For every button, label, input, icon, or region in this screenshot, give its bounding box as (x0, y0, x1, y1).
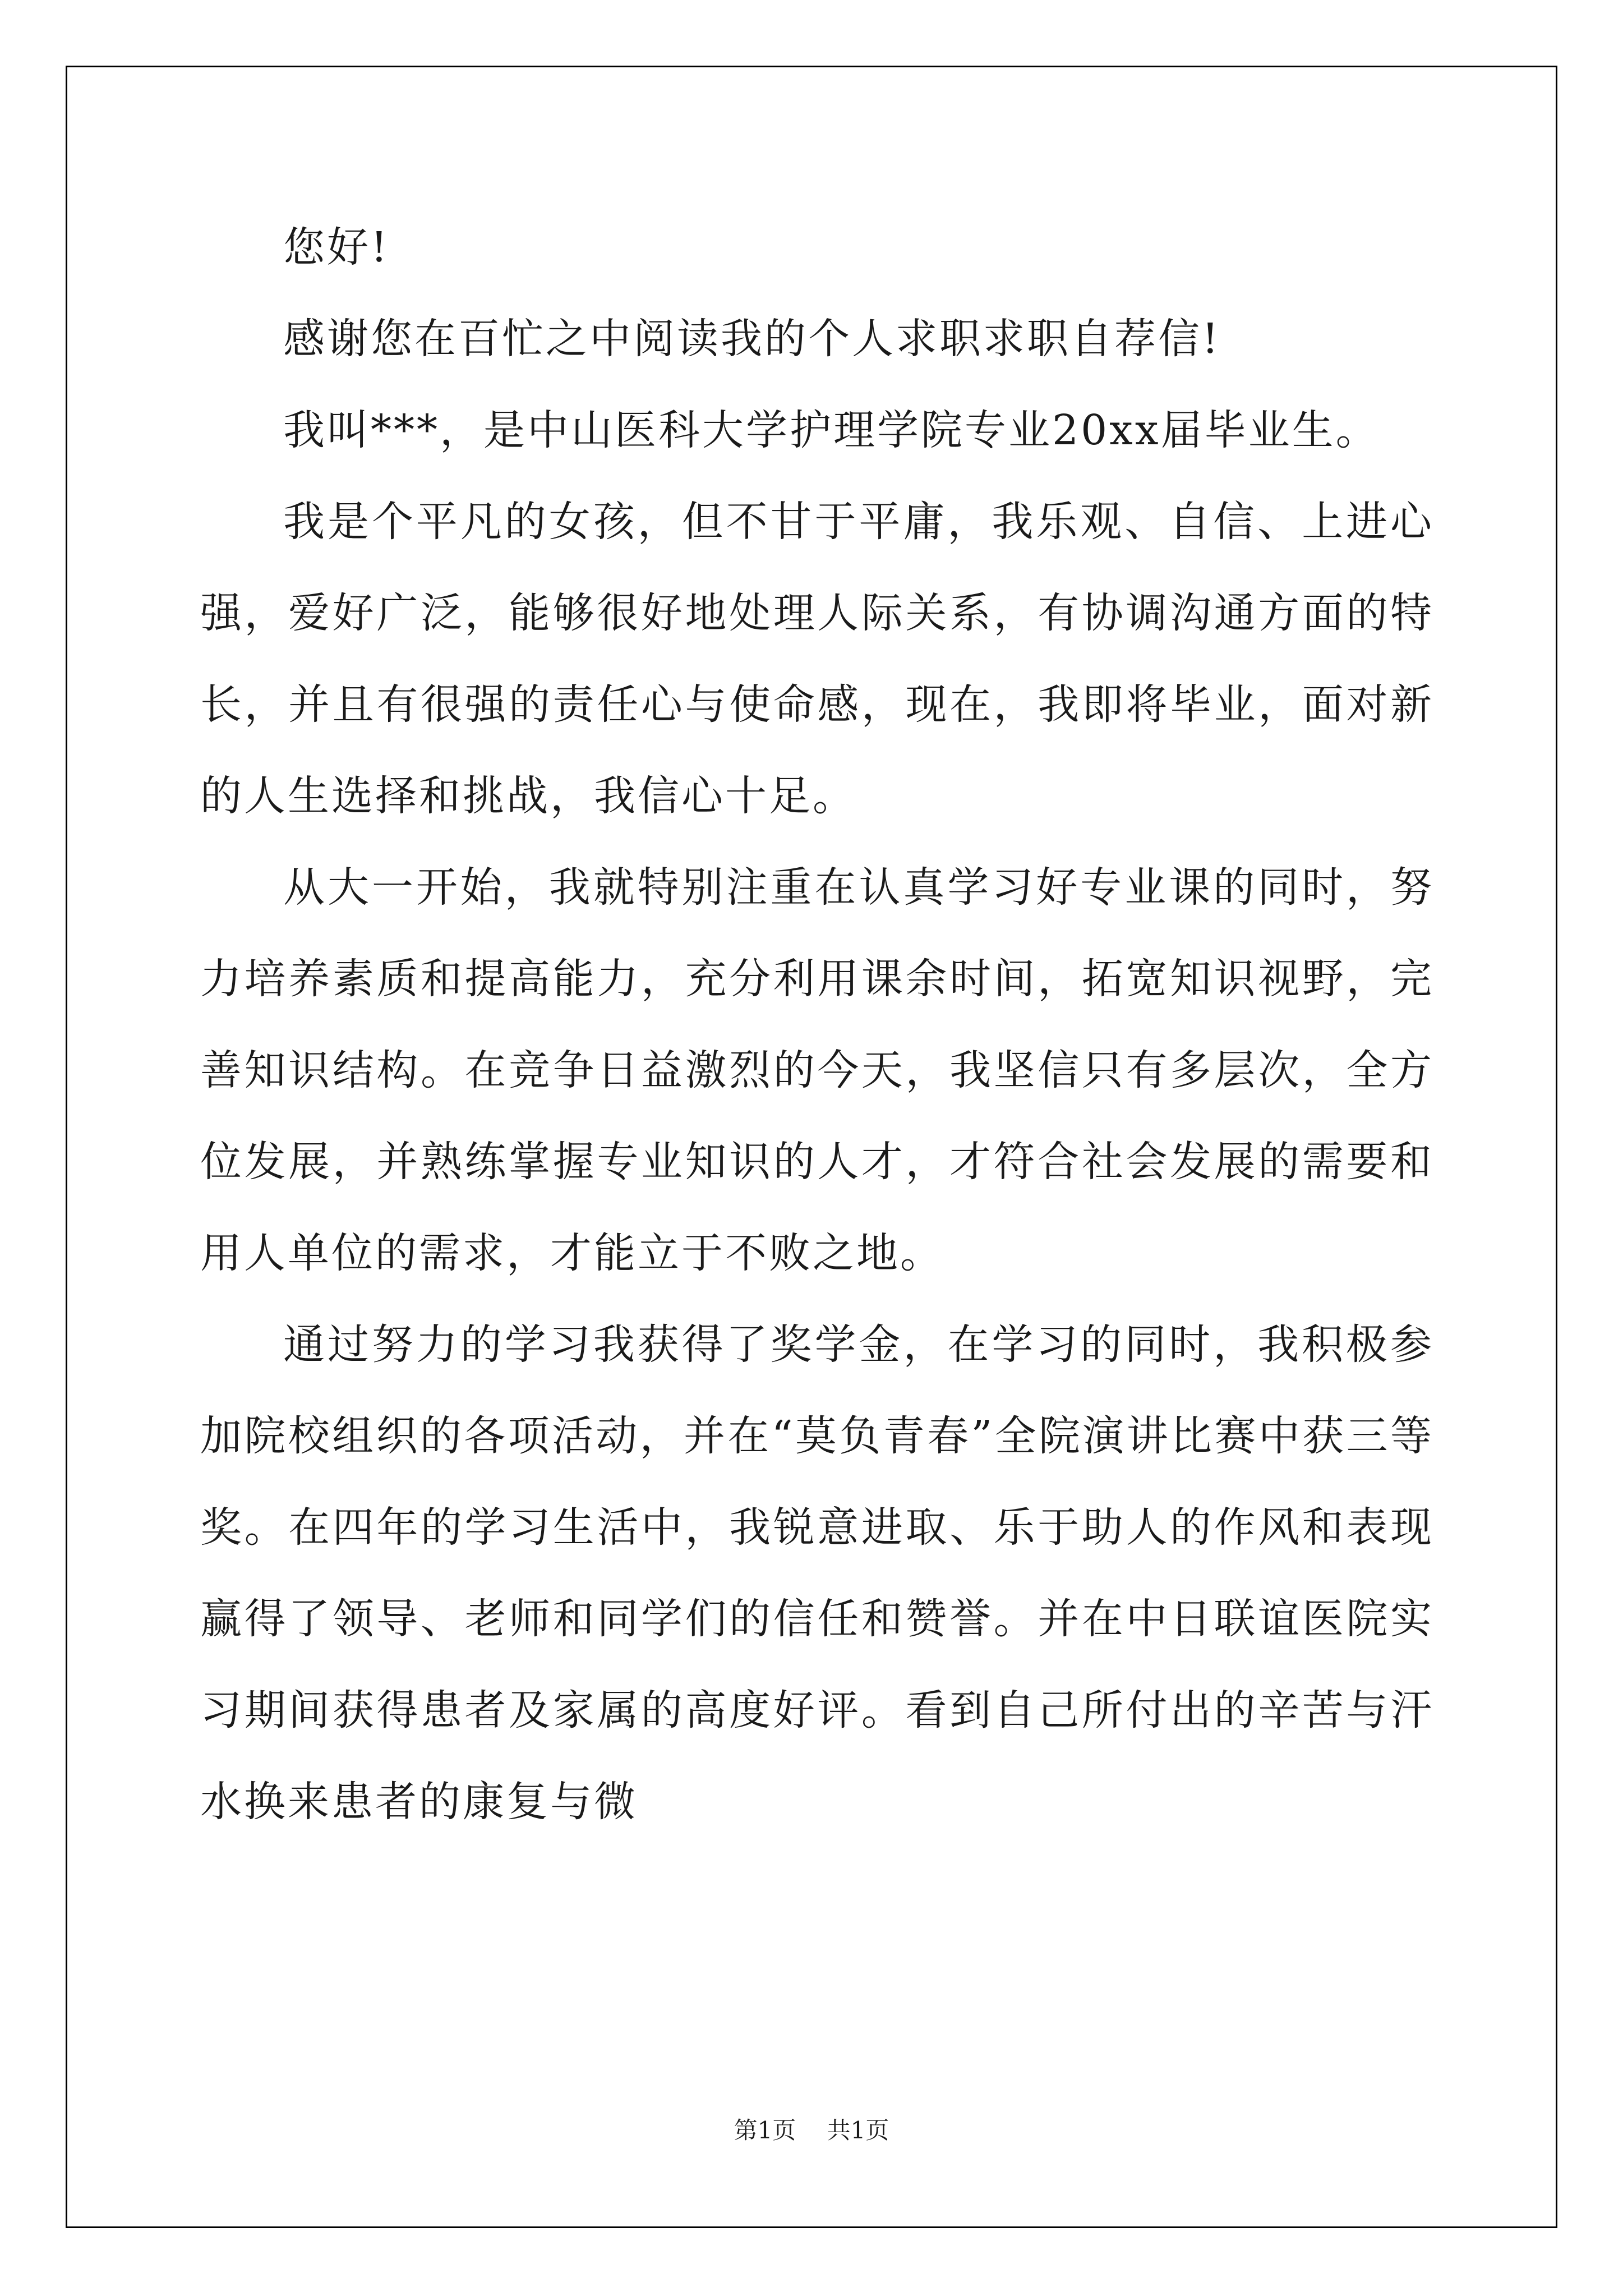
thanks-paragraph: 感谢您在百忙之中阅读我的个人求职求职自荐信! (283, 315, 1221, 363)
page-total: 共1页 (827, 2116, 889, 2144)
page-footer (0, 2112, 1623, 2146)
page-number: 第1页 (734, 2116, 796, 2144)
letter-body (200, 202, 1434, 1848)
intro-paragraph: 我叫***，是中山医科大学护理学院专业20xx届毕业生。 (283, 406, 1380, 454)
study-paragraph: 从大一开始，我就特别注重在认真学习好专业课的同时，努力培养素质和提高能力，充分利用课余时间，拓宽知识视野，完善知识结构。在竞争日益激烈的今天，我坚信只有多层次，全方位发展，并熟练掌握专业知识的人才，才符合社会发展的需要和用人单位的需求，才能立于不败之地。 (200, 863, 1434, 1277)
personality-paragraph: 我是个平凡的女孩，但不甘于平庸，我乐观、自信、上进心强，爱好广泛，能够很好地处理人际关系，有协调沟通方面的特长，并且有很强的责任心与使命感，现在，我即将毕业，面对新的人生选择和挑战，我信心十足。 (200, 498, 1434, 820)
greeting: 您好! (283, 223, 390, 272)
achievements-paragraph: 通过努力的学习我获得了奖学金，在学习的同时，我积极参加院校组织的各项活动，并在“莫负青春”全院演讲比赛中获三等奖。在四年的学习生活中，我锐意进取、乐于助人的作风和表现赢得了领导、老师和同学们的信任和赞誉。并在中日联谊医院实习期间获得患者及家属的高度好评。看到自己所付出的辛苦与汗水换来患者的康复与微 (200, 1320, 1434, 1826)
